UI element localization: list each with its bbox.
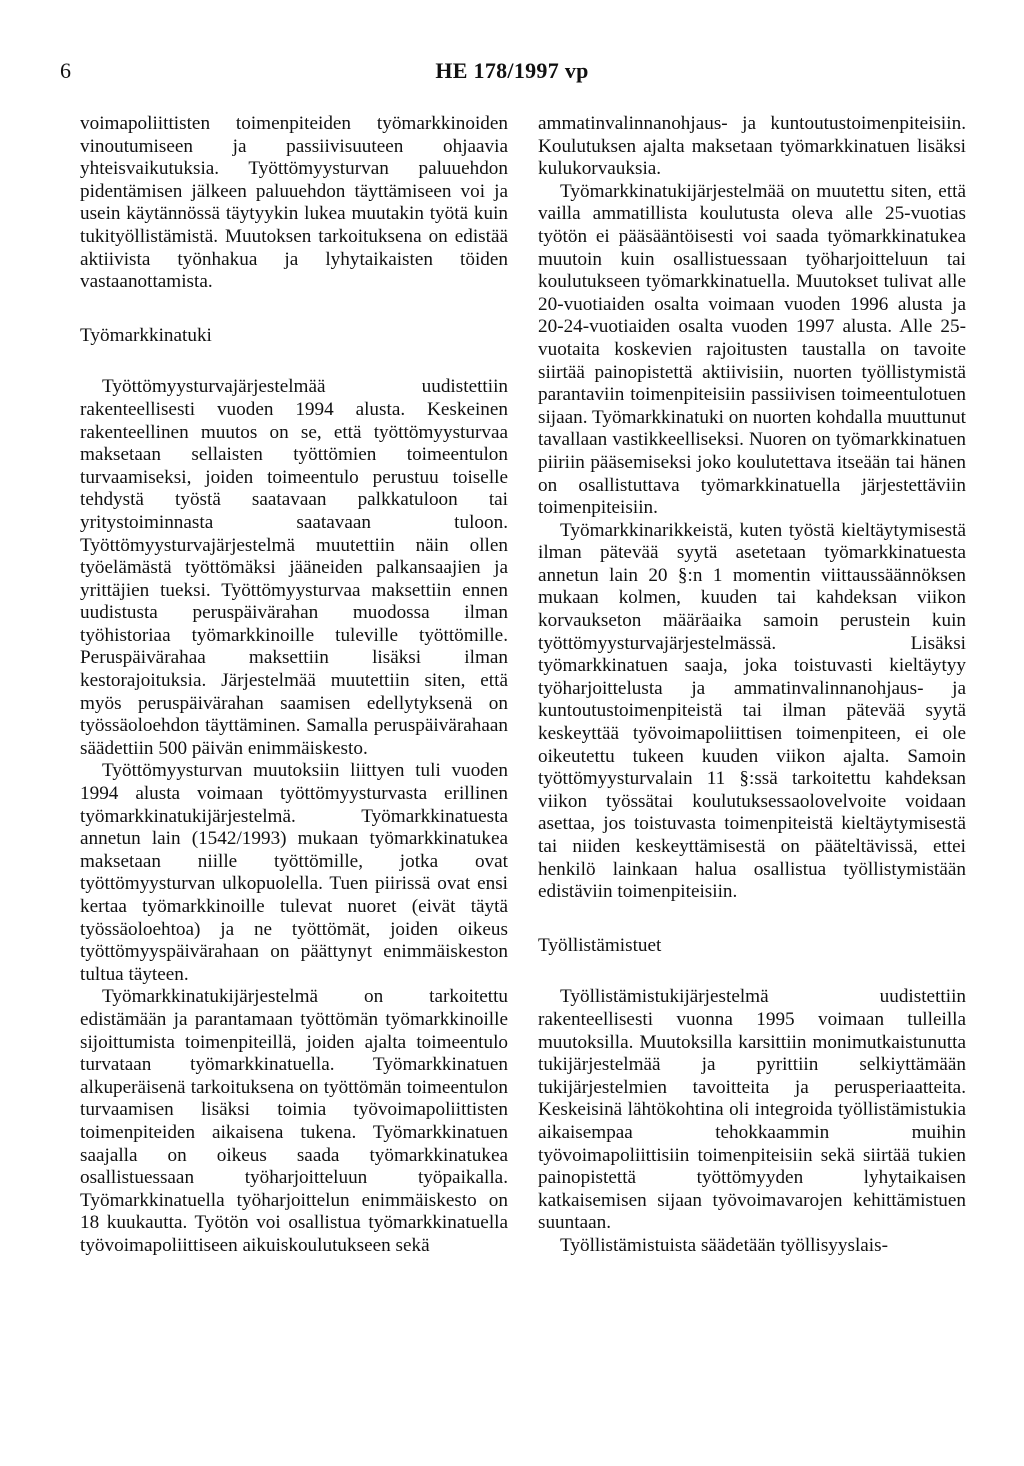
left-column — [80, 113, 508, 1258]
paragraph: Työmarkkinatukijärjestelmää on muutettu siten, että vailla ammatillista koulutusta oleva alle 25-vuotias työtön ei pääsääntöisesti voi saada työmarkkinatukea muutoin kuin osallistuessaan työharjoitteluun tai koulutukseen työmarkkinatuella. Muutokset tulivat alle 20-vuotiaiden osalta voimaan vuoden 1996 alusta ja 20-24-vuotiaiden osalta vuoden 1997 alusta. Alle 25-vuotaita koskevien rajoitusten taustalla on tavoite siirtää painopistettä aktiivisiin, nuorten työllistymistä parantaviin toimenpiteisiin passiivisen toimeentulotuen sijaan. Työmarkkinatuki on nuorten kohdalla muuttunut tavallaan vastikkeelliseksi. Nuoren on työmarkkinatuen piiriin pääsemiseksi joko koulutettava itseään tai hänen on osallistuttava työmarkkinatuella järjestettäviin toimenpiteisiin. — [538, 180, 966, 519]
page-number: 6 — [60, 58, 71, 83]
paragraph: Työllistämistuista säädetään työllisyyslais- — [560, 1234, 888, 1256]
paragraph: voimapoliittisten toimenpiteiden työmarkkinoiden vinoutumiseen ja passiivisuuteen ohjaavia yhteisvaikutuksia. Työttömyysturvan paluuehdon pidentämisen jälkeen paluuehdon täyttämiseen voi ja usein käytännössä täytyykin lukea muutakin työtä kuin tukityöllistämistä. Muutoksen tarkoituksena on edistää aktiivista työnhakua ja lyhytaikaisten töiden vastaanottamista. — [80, 113, 508, 293]
right-column — [538, 113, 966, 1258]
paragraph: Työmarkkinatukijärjestelmä on tarkoitettu edistämään ja parantamaan työttömän työmarkkinoille sijoittumista toimenpiteillä, joiden ajalta toimeentulo turvataan työmarkkinatuella. Työmarkkinatuen alkuperäisenä tarkoituksena on työttömän toimeentulon turvaamisen lisäksi toimia työvoimapoliittisten toimenpiteiden aikaisena tukena. Työmarkkinatuen saajalla on oikeus saada työmarkkinatukea osallistuessaan työharjoitteluun työpaikalla. Työmarkkinatuella työharjoittelun enimmäiskesto on 18 kuukautta. Työtön voi osallistua työmarkkinatuella työvoimapoliittiseen aikuiskoulutukseen sekä — [80, 986, 508, 1256]
running-header: HE 178/1997 vp — [435, 58, 589, 83]
paragraph: ammatinvalinnanohjaus- ja kuntoutustoimenpiteisiin. Koulutuksen ajalta maksetaan työmarkkinatuen lisäksi kulukorvauksia. — [538, 113, 966, 180]
section-heading: Työllistämistuet — [538, 934, 662, 956]
paragraph: Työttömyysturvan muutoksiin liittyen tuli vuoden 1994 alusta voimaan työttömyysturvasta erillinen työmarkkinatukijärjestelmä. Työmarkkinatuesta annetun lain (1542/1993) mukaan työmarkkinatukea maksetaan niille työttömille, jotka ovat työttömyysturvan ulkopuolella. Tuen piirissä ovat ensi kertaa työmarkkinoille tulevat nuoret (eivät täytä työssäoloehtoa) ja ne työttömät, joiden oikeus työttömyyspäivärahaan on päättynyt enimmäiskeston tultua täyteen. — [80, 760, 508, 985]
section-heading: Työmarkkinatuki — [80, 324, 212, 346]
paragraph: Työttömyysturvajärjestelmää uudistettiin rakenteellisesti vuoden 1994 alusta. Keskeinen rakenteellinen muutos on se, että työttömyysturvaa maksetaan sellaisten työttömien toimeentulon turvaamiseksi, joiden toimeentulo perustuu toiselle tehdystä työstä saatavaan palkkatuloon tai yritystoiminnasta saatavaan tuloon. Työttömyysturvajärjestelmä muutettiin näin ollen työelämästä työttömäksi jääneiden palkansaajien ja yrittäjien tueksi. Työttömyysturvaa maksettiin ennen uudistusta peruspäivärahan muodossa ilman työhistoriaa työmarkkinoille tuleville työttömille. Peruspäivärahaa maksettiin lisäksi ilman kestorajoituksia. Järjestelmää muutettiin siten, että myös peruspäivärahan saamisen edellytyksenä on työssäoloehdon täyttäminen. Samalla peruspäivärahaan säädettiin 500 päivän enimmäiskesto. — [80, 376, 508, 759]
paragraph: Työmarkkinarikkeistä, kuten työstä kieltäytymisestä ilman pätevää syytä asetetaan työmarkkinatuesta annetun lain 20 §:n 1 momentin viittaussäännöksen mukaan kolmen, kuuden tai kahdeksan viikon korvaukseton määräaika samoin perustein kuin työttömyysturvajärjestelmässä. Lisäksi työmarkkinatuen saaja, joka toistuvasti kieltäytyy työharjoittelusta ja ammatinvalinnanohjaus- ja kuntoutustoimenpiteistä tai ilman pätevää syytä keskeyttää työvoimapoliittisen toimenpiteen, ei ole oikeutettu tukeen kuuden viikon ajalta. Samoin työttömyysturvalain 11 §:ssä tarkoitettu kahdeksan viikon työssätai koulutuksessaolovelvoite voidaan asettaa, jos toistuvasta toimenpiteistä kieltäytymisestä tai niiden keskeyttämisestä on pääteltävissä, ettei henkilö lainkaan halua osallistua työllistymistään edistäviin toimenpiteisiin. — [538, 519, 966, 903]
paragraph: Työllistämistukijärjestelmä uudistettiin rakenteellisesti vuonna 1995 voimaan tulleilla muutoksilla. Muutoksilla karsittiin monimutkaistunutta tukijärjestelmää ja pyrittiin selkiyttämään tukijärjestelmien tavoitteita ja perusperiaatteita. Keskeisinä lähtökohtina oli integroida työllistämistukia aikaisempaa tehokkaammin muihin työvoimapoliittisiin toimenpiteisiin sekä siirtää tukien painopistettä työttömyyden lyhytaikaisen katkaisemisen sijaan työvoimavarojen kehittämistuen suuntaan. — [538, 986, 966, 1234]
